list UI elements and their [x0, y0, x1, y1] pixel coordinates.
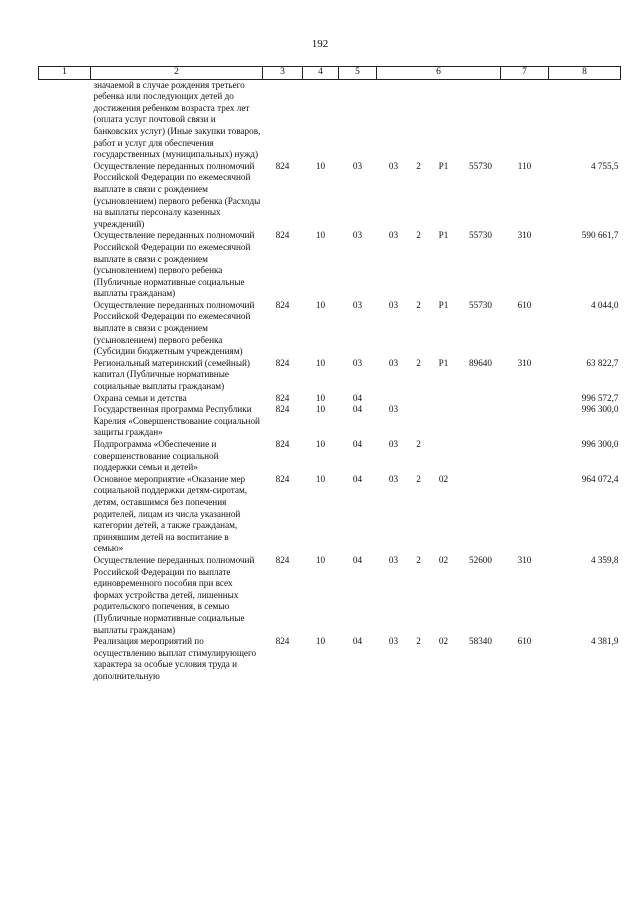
- cell-program: 03: [388, 636, 399, 647]
- cell-ministry-code: 824: [275, 299, 290, 310]
- cell-direction: 55730: [469, 160, 492, 171]
- table-row: [39, 161, 621, 231]
- cell-section: 10: [315, 554, 326, 565]
- cell-measure: P1: [438, 230, 449, 241]
- cell-expense-type: 610: [517, 636, 532, 647]
- cell-col-1: [39, 230, 91, 300]
- cell-measure: [427, 404, 461, 439]
- cell-measure: 02: [438, 554, 449, 565]
- cell-program: [377, 79, 411, 161]
- cell-section: 10: [315, 299, 326, 310]
- cell-ministry-code: 824: [275, 404, 290, 415]
- cell-subprogram: [411, 393, 427, 405]
- cell-program: 03: [388, 554, 399, 565]
- cell-direction: [461, 393, 501, 405]
- cell-program: 03: [388, 160, 399, 171]
- cell-subsection: 04: [352, 392, 363, 403]
- cell-col-1: [39, 555, 91, 636]
- cell-expense-type: [501, 79, 549, 161]
- cell-section: 10: [315, 357, 326, 368]
- cell-section: 10: [315, 473, 326, 484]
- cell-expense-type: 310: [517, 554, 532, 565]
- cell-col-1: [39, 161, 91, 231]
- cell-subsection: 04: [352, 473, 363, 484]
- cell-ministry-code: 824: [275, 160, 290, 171]
- cell-amount: 4 044,0: [590, 299, 619, 310]
- header-col-2: 2: [91, 67, 263, 80]
- cell-subprogram: 2: [416, 636, 421, 647]
- cell-measure: [427, 439, 461, 474]
- cell-expense-type: [501, 404, 549, 439]
- cell-measure: P1: [438, 160, 449, 171]
- cell-subsection: 04: [352, 404, 363, 415]
- cell-amount: 590 661,7: [581, 230, 619, 241]
- cell-amount: 4 359,8: [590, 554, 619, 565]
- cell-subprogram: [411, 404, 427, 439]
- header-col-7: 7: [501, 67, 549, 80]
- cell-program: 03: [388, 230, 399, 241]
- header-row: [39, 67, 621, 80]
- cell-ministry-code: [263, 79, 303, 161]
- cell-expense-type: [501, 439, 549, 474]
- header-col-5: 5: [339, 67, 377, 80]
- cell-ministry-code: 824: [275, 357, 290, 368]
- cell-col-1: [39, 393, 91, 405]
- cell-subprogram: [411, 79, 427, 161]
- cell-direction: 55730: [469, 230, 492, 241]
- cell-subprogram: 2: [416, 357, 421, 368]
- cell-subsection: 04: [352, 439, 363, 449]
- cell-subsection: 04: [352, 636, 363, 647]
- cell-measure: P1: [438, 299, 449, 310]
- table-row: [39, 636, 621, 682]
- cell-direction: [461, 439, 501, 474]
- page-number: 192: [311, 38, 329, 50]
- cell-measure: 02: [438, 636, 449, 647]
- cell-direction: 52600: [469, 554, 492, 565]
- cell-section: [303, 79, 339, 161]
- cell-section: 10: [315, 160, 326, 171]
- cell-description: Региональный материнский (семейный) капитал (Публичные нормативные социальные выплаты гражданам): [93, 357, 250, 392]
- cell-section: 10: [315, 392, 326, 403]
- cell-subsection: 03: [352, 160, 363, 171]
- cell-subsection: [339, 79, 377, 161]
- cell-direction: 58340: [469, 636, 492, 647]
- cell-expense-type: 310: [517, 357, 532, 368]
- table-row: [39, 79, 621, 161]
- cell-program: [377, 393, 411, 405]
- cell-col-1: [39, 79, 91, 161]
- cell-description: Подпрограмма «Обеспечение и совершенствование социальной поддержки семьи и детей»: [93, 439, 219, 473]
- cell-description: Основное мероприятие «Оказание мер социальной поддержки детям-сиротам, детям, оставшимся без попечения родителей, лицам из числа указанной категории детей, а также гражданам, принявшим детей на воспитание в семью»: [93, 473, 248, 554]
- cell-expense-type: 610: [517, 299, 532, 310]
- cell-program: 03: [388, 299, 399, 310]
- cell-col-1: [39, 636, 91, 682]
- cell-subprogram: 2: [416, 160, 421, 171]
- cell-expense-type: 110: [517, 160, 532, 171]
- header-col-4: 4: [303, 67, 339, 80]
- budget-table: [38, 66, 621, 682]
- cell-direction: [461, 404, 501, 439]
- cell-col-1: [39, 439, 91, 474]
- cell-subsection: 03: [352, 357, 363, 368]
- cell-ministry-code: 824: [275, 473, 290, 484]
- cell-program: 03: [388, 473, 399, 484]
- cell-expense-type: [501, 474, 549, 555]
- cell-amount: 964 072,4: [581, 473, 619, 484]
- cell-measure: P1: [438, 357, 449, 368]
- cell-subsection: 03: [352, 299, 363, 310]
- table-row: [39, 555, 621, 636]
- cell-measure: 02: [438, 473, 449, 484]
- cell-direction: [461, 79, 501, 161]
- table-row: [39, 300, 621, 358]
- cell-description: Государственная программа Республики Карелия «Совершенствование социальной защиты граждан»: [93, 404, 260, 438]
- table-row: [39, 474, 621, 555]
- cell-direction: 55730: [469, 299, 492, 310]
- cell-measure: [427, 393, 461, 405]
- cell-subsection: 04: [352, 554, 363, 565]
- cell-subprogram: 2: [416, 473, 421, 484]
- cell-col-1: [39, 300, 91, 358]
- cell-description: Реализация мероприятий по осуществлению выплат стимулирующего характера за особые условия труда и дополнительную: [93, 636, 257, 681]
- cell-subprogram: 2: [416, 230, 421, 241]
- table-row: [39, 439, 621, 474]
- cell-section: 10: [315, 404, 326, 415]
- cell-description: значаемой в случае рождения третьего ребенка или последующих детей до достижения ребенком возраста трех лет (оплата услуг почтовой связи и банковских услуг) (Иные закупки товаров, работ и услуг для обеспечения государственных (муниципальных) нужд): [93, 79, 261, 160]
- cell-subprogram: 2: [416, 299, 421, 310]
- cell-ministry-code: 824: [275, 230, 290, 241]
- cell-subprogram: 2: [416, 554, 421, 565]
- header-col-6: 6: [377, 67, 501, 80]
- cell-amount: 996 300,0: [581, 439, 619, 449]
- cell-col-1: [39, 404, 91, 439]
- cell-measure: [427, 79, 461, 161]
- cell-subsection: 03: [352, 230, 363, 241]
- cell-amount: 4 755,5: [590, 160, 619, 171]
- cell-amount: 63 822,7: [586, 357, 619, 368]
- cell-col-1: [39, 474, 91, 555]
- header-col-1: 1: [39, 67, 91, 80]
- table-body: [39, 79, 621, 682]
- cell-subprogram: 2: [416, 439, 421, 449]
- cell-program: 03: [388, 439, 399, 449]
- cell-description: Осуществление переданных полномочий Российской Федерации по ежемесячной выплате в связи с рождением (усыновлением) первого ребенка (Расходы на выплаты персоналу казенных учреждений): [93, 160, 261, 229]
- cell-program: 03: [388, 357, 399, 368]
- table-row: [39, 358, 621, 393]
- cell-ministry-code: 824: [275, 439, 290, 449]
- cell-ministry-code: 824: [275, 636, 290, 647]
- cell-section: 10: [315, 230, 326, 241]
- cell-section: 10: [315, 439, 326, 449]
- cell-expense-type: 310: [517, 230, 532, 241]
- header-col-3: 3: [263, 67, 303, 80]
- cell-amount: [549, 79, 621, 161]
- table-row: [39, 230, 621, 300]
- cell-direction: 89640: [469, 357, 492, 368]
- cell-expense-type: [501, 393, 549, 405]
- cell-description: Осуществление переданных полномочий Российской Федерации по ежемесячной выплате в связи с рождением (усыновлением) первого ребенка (Субсидии бюджетным учреждениям): [93, 299, 255, 357]
- cell-amount: 4 381,9: [590, 636, 619, 647]
- cell-program: 03: [388, 404, 399, 415]
- cell-direction: [461, 474, 501, 555]
- header-col-8: 8: [549, 67, 621, 80]
- cell-description: Осуществление переданных полномочий Российской Федерации по ежемесячной выплате в связи с рождением (усыновлением) первого ребенка (Публичные нормативные социальные выплаты гражданам): [93, 230, 255, 299]
- table-row: [39, 404, 621, 439]
- cell-amount: 996 572,7: [581, 392, 619, 403]
- cell-section: 10: [315, 636, 326, 647]
- table-row: [39, 393, 621, 405]
- cell-description: Охрана семьи и детства: [93, 392, 187, 403]
- cell-amount: 996 300,0: [581, 404, 619, 415]
- cell-ministry-code: 824: [275, 554, 290, 565]
- cell-col-1: [39, 358, 91, 393]
- cell-description: Осуществление переданных полномочий Российской Федерации по выплате единовременного пособия при всех формах устройства детей, лишенных родительского попечения, в семью (Публичные нормативные социальные выплаты гражданам): [93, 554, 255, 635]
- cell-ministry-code: 824: [275, 392, 290, 403]
